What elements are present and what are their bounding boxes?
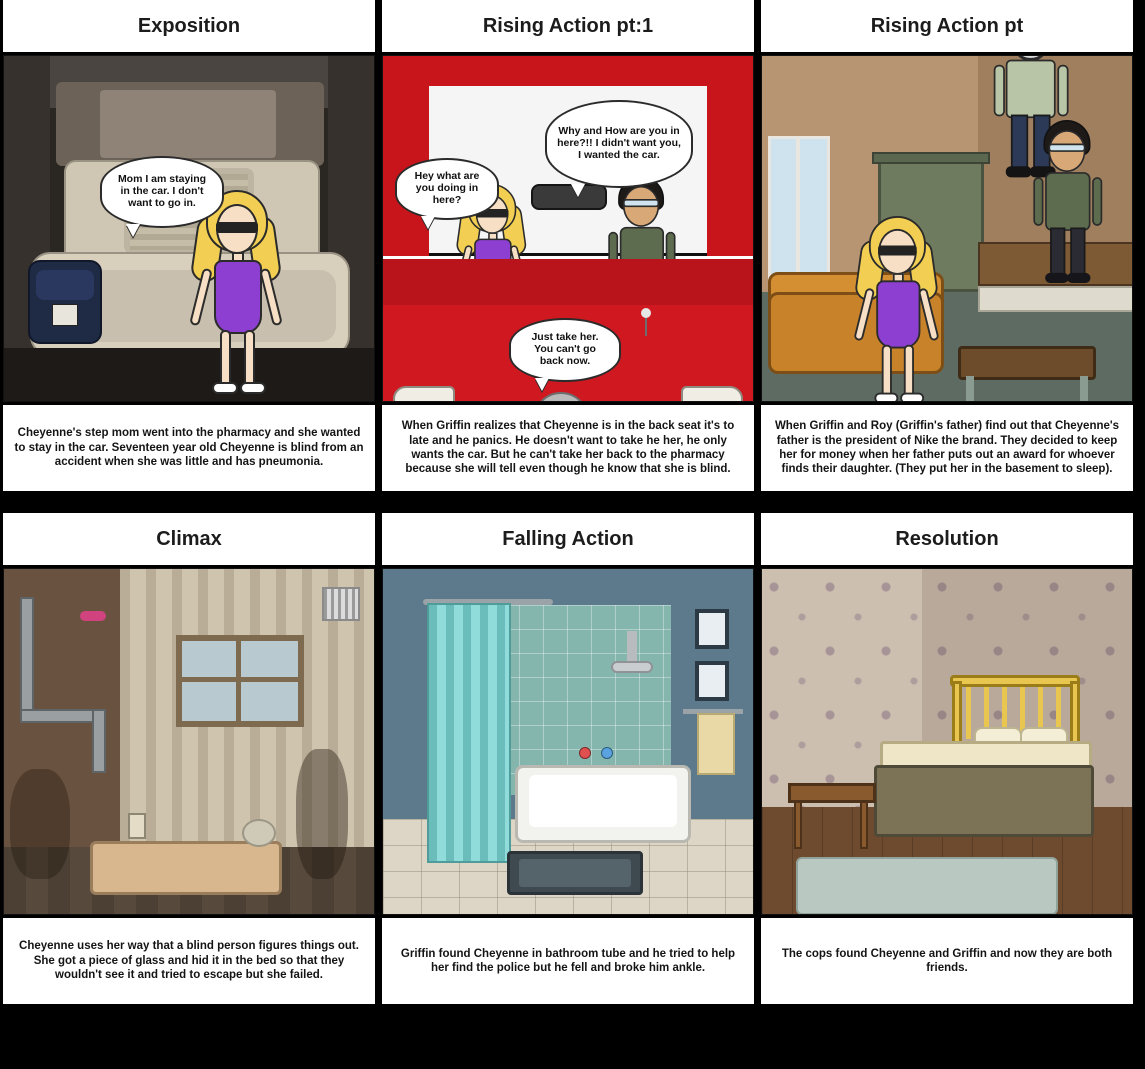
shoe-right xyxy=(240,382,266,394)
storyboard-row-1 xyxy=(0,0,1145,491)
shoe-left xyxy=(1006,166,1032,177)
area-rug xyxy=(796,857,1058,915)
antenna-ball xyxy=(641,308,651,318)
scene-basement-room[interactable] xyxy=(3,568,375,915)
storyboard-cell-rising-action-2[interactable] xyxy=(761,0,1133,491)
mattress xyxy=(90,841,282,895)
hot-water-knob xyxy=(579,747,591,759)
cell-caption: When Griffin realizes that Cheyenne is in the back seat it's to late and he panics. He doesn't want to take he her, he only wants the car. But he can't take her back to the pharmacy because she will tell even though he know that she is blind. xyxy=(382,405,754,491)
rear-window-inner xyxy=(100,90,276,158)
cabinet-mirror-bottom xyxy=(695,661,729,701)
pant-right xyxy=(1070,228,1085,277)
speech-bubble: Hey what are you doing in here? xyxy=(395,158,499,220)
nightstand xyxy=(788,783,876,803)
shoe-right xyxy=(1067,273,1091,283)
backpack-flap xyxy=(36,270,94,300)
arm-right xyxy=(1057,65,1068,117)
cell-title: Rising Action pt:1 xyxy=(382,0,754,52)
glasses-icon xyxy=(1048,144,1085,152)
character-griffin xyxy=(1030,120,1107,288)
arm-right xyxy=(918,287,940,341)
cabinet-top xyxy=(872,152,990,164)
pant-left xyxy=(1011,115,1028,170)
leg-left xyxy=(882,345,892,398)
scene-car-back-seat[interactable] xyxy=(3,55,375,402)
scene-living-room[interactable] xyxy=(761,55,1133,402)
storyboard-cell-rising-action-1[interactable] xyxy=(382,0,754,491)
arm-left xyxy=(994,65,1005,117)
arm-left xyxy=(1033,177,1043,226)
cell-title: Resolution xyxy=(761,513,1133,565)
cell-title: Exposition xyxy=(3,0,375,52)
cell-caption: When Griffin and Roy (Griffin's father) find out that Cheyenne's father is the president of Nike the brand. They decided to keep her for money when her father puts out an award for whoever finds their daughter. (They put her in the basement to sleep). xyxy=(761,405,1133,491)
cabinet-mirror-top xyxy=(695,609,729,649)
table-leg-right xyxy=(1080,376,1088,402)
window-bar-horizontal xyxy=(176,677,304,682)
car-pillar-right-red xyxy=(707,56,753,256)
pipe-drop xyxy=(92,709,106,773)
dress xyxy=(214,260,262,334)
storyboard-cell-climax[interactable] xyxy=(3,513,375,1004)
shoe-left xyxy=(212,382,238,394)
debris-pile xyxy=(242,819,276,847)
headlight-left xyxy=(393,386,455,402)
platform-step xyxy=(978,286,1133,312)
backpack-tag xyxy=(52,304,78,326)
leg-left xyxy=(220,330,231,388)
car-roof-red xyxy=(383,56,754,86)
shoe-left xyxy=(874,393,898,402)
cell-caption: Cheyenne's step mom went into the pharmacy and she wanted to stay in the car. Seventeen year old Cheyenne is blind from an accident when she was little and has pneumonia. xyxy=(3,405,375,491)
cell-title: Rising Action pt xyxy=(761,0,1133,52)
bath-mat-inner xyxy=(519,859,631,887)
wall-outlet xyxy=(128,813,146,839)
nightstand-leg-right xyxy=(860,801,868,849)
arm-right xyxy=(259,268,283,327)
arm-left xyxy=(853,287,875,341)
car-hood xyxy=(383,259,754,305)
wall-stain-right xyxy=(296,749,348,879)
cell-caption: Griffin found Cheyenne in bathroom tube and he tried to help her find the police but he fell and broke him ankle. xyxy=(382,918,754,1004)
car-floor xyxy=(4,348,375,402)
leg-right xyxy=(244,330,255,388)
towel xyxy=(697,713,735,775)
shirt xyxy=(1045,172,1090,231)
cell-title: Falling Action xyxy=(382,513,754,565)
speech-bubble: Why and How are you in here?!! I didn't want you, I wanted the car. xyxy=(545,100,693,188)
storyboard-cell-falling-action[interactable] xyxy=(382,513,754,1004)
pant-left xyxy=(1050,228,1065,277)
shower-head xyxy=(611,661,653,673)
headlight-right xyxy=(681,386,743,402)
cold-water-knob xyxy=(601,747,613,759)
vent-grate xyxy=(322,587,360,621)
sunglasses-icon xyxy=(216,222,258,233)
scene-bathroom[interactable] xyxy=(382,568,754,915)
row-divider xyxy=(0,491,1145,513)
arm-left xyxy=(189,268,213,327)
scene-bedroom[interactable] xyxy=(761,568,1133,915)
character-cheyenne xyxy=(856,216,944,402)
shirt xyxy=(1006,60,1056,118)
table-leg-left xyxy=(966,376,974,402)
nightstand-leg-left xyxy=(794,801,802,849)
leg-right xyxy=(904,345,914,398)
storyboard-cell-resolution[interactable] xyxy=(761,513,1133,1004)
shower-pipe xyxy=(627,631,637,665)
shower-curtain xyxy=(427,603,511,863)
sunglasses-icon xyxy=(878,245,917,255)
cell-title: Climax xyxy=(3,513,375,565)
bed-headboard-rail xyxy=(950,675,1080,687)
cell-caption: The cops found Cheyenne and Griffin and now they are both friends. xyxy=(761,918,1133,1004)
wall-stain-left xyxy=(10,769,70,879)
valve-handle xyxy=(80,611,106,621)
cell-caption: Cheyenne uses her way that a blind person figures things out. She got a piece of glass and hid it in the bed so that they wouldn't see it and tried to escape but she failed. xyxy=(3,918,375,1004)
storyboard-row-2 xyxy=(0,513,1145,1004)
pipe-vertical xyxy=(20,597,34,717)
window-bar xyxy=(796,136,800,286)
speech-bubble: Just take her. You can't go back now. xyxy=(509,318,621,382)
character-cheyenne xyxy=(192,190,288,400)
arm-right xyxy=(1092,177,1102,226)
bathtub-basin xyxy=(529,775,677,827)
storyboard-cell-exposition[interactable] xyxy=(3,0,375,491)
speech-bubble: Mom I am staying in the car. I don't want to go in. xyxy=(100,156,224,228)
rear-view-mirror xyxy=(531,184,607,210)
coffee-table xyxy=(958,346,1096,380)
scene-red-car[interactable] xyxy=(382,55,754,402)
glasses-icon xyxy=(623,199,659,207)
blanket xyxy=(874,765,1094,837)
shoe-right xyxy=(900,393,924,402)
dress xyxy=(876,280,920,348)
shoe-left xyxy=(1045,273,1069,283)
